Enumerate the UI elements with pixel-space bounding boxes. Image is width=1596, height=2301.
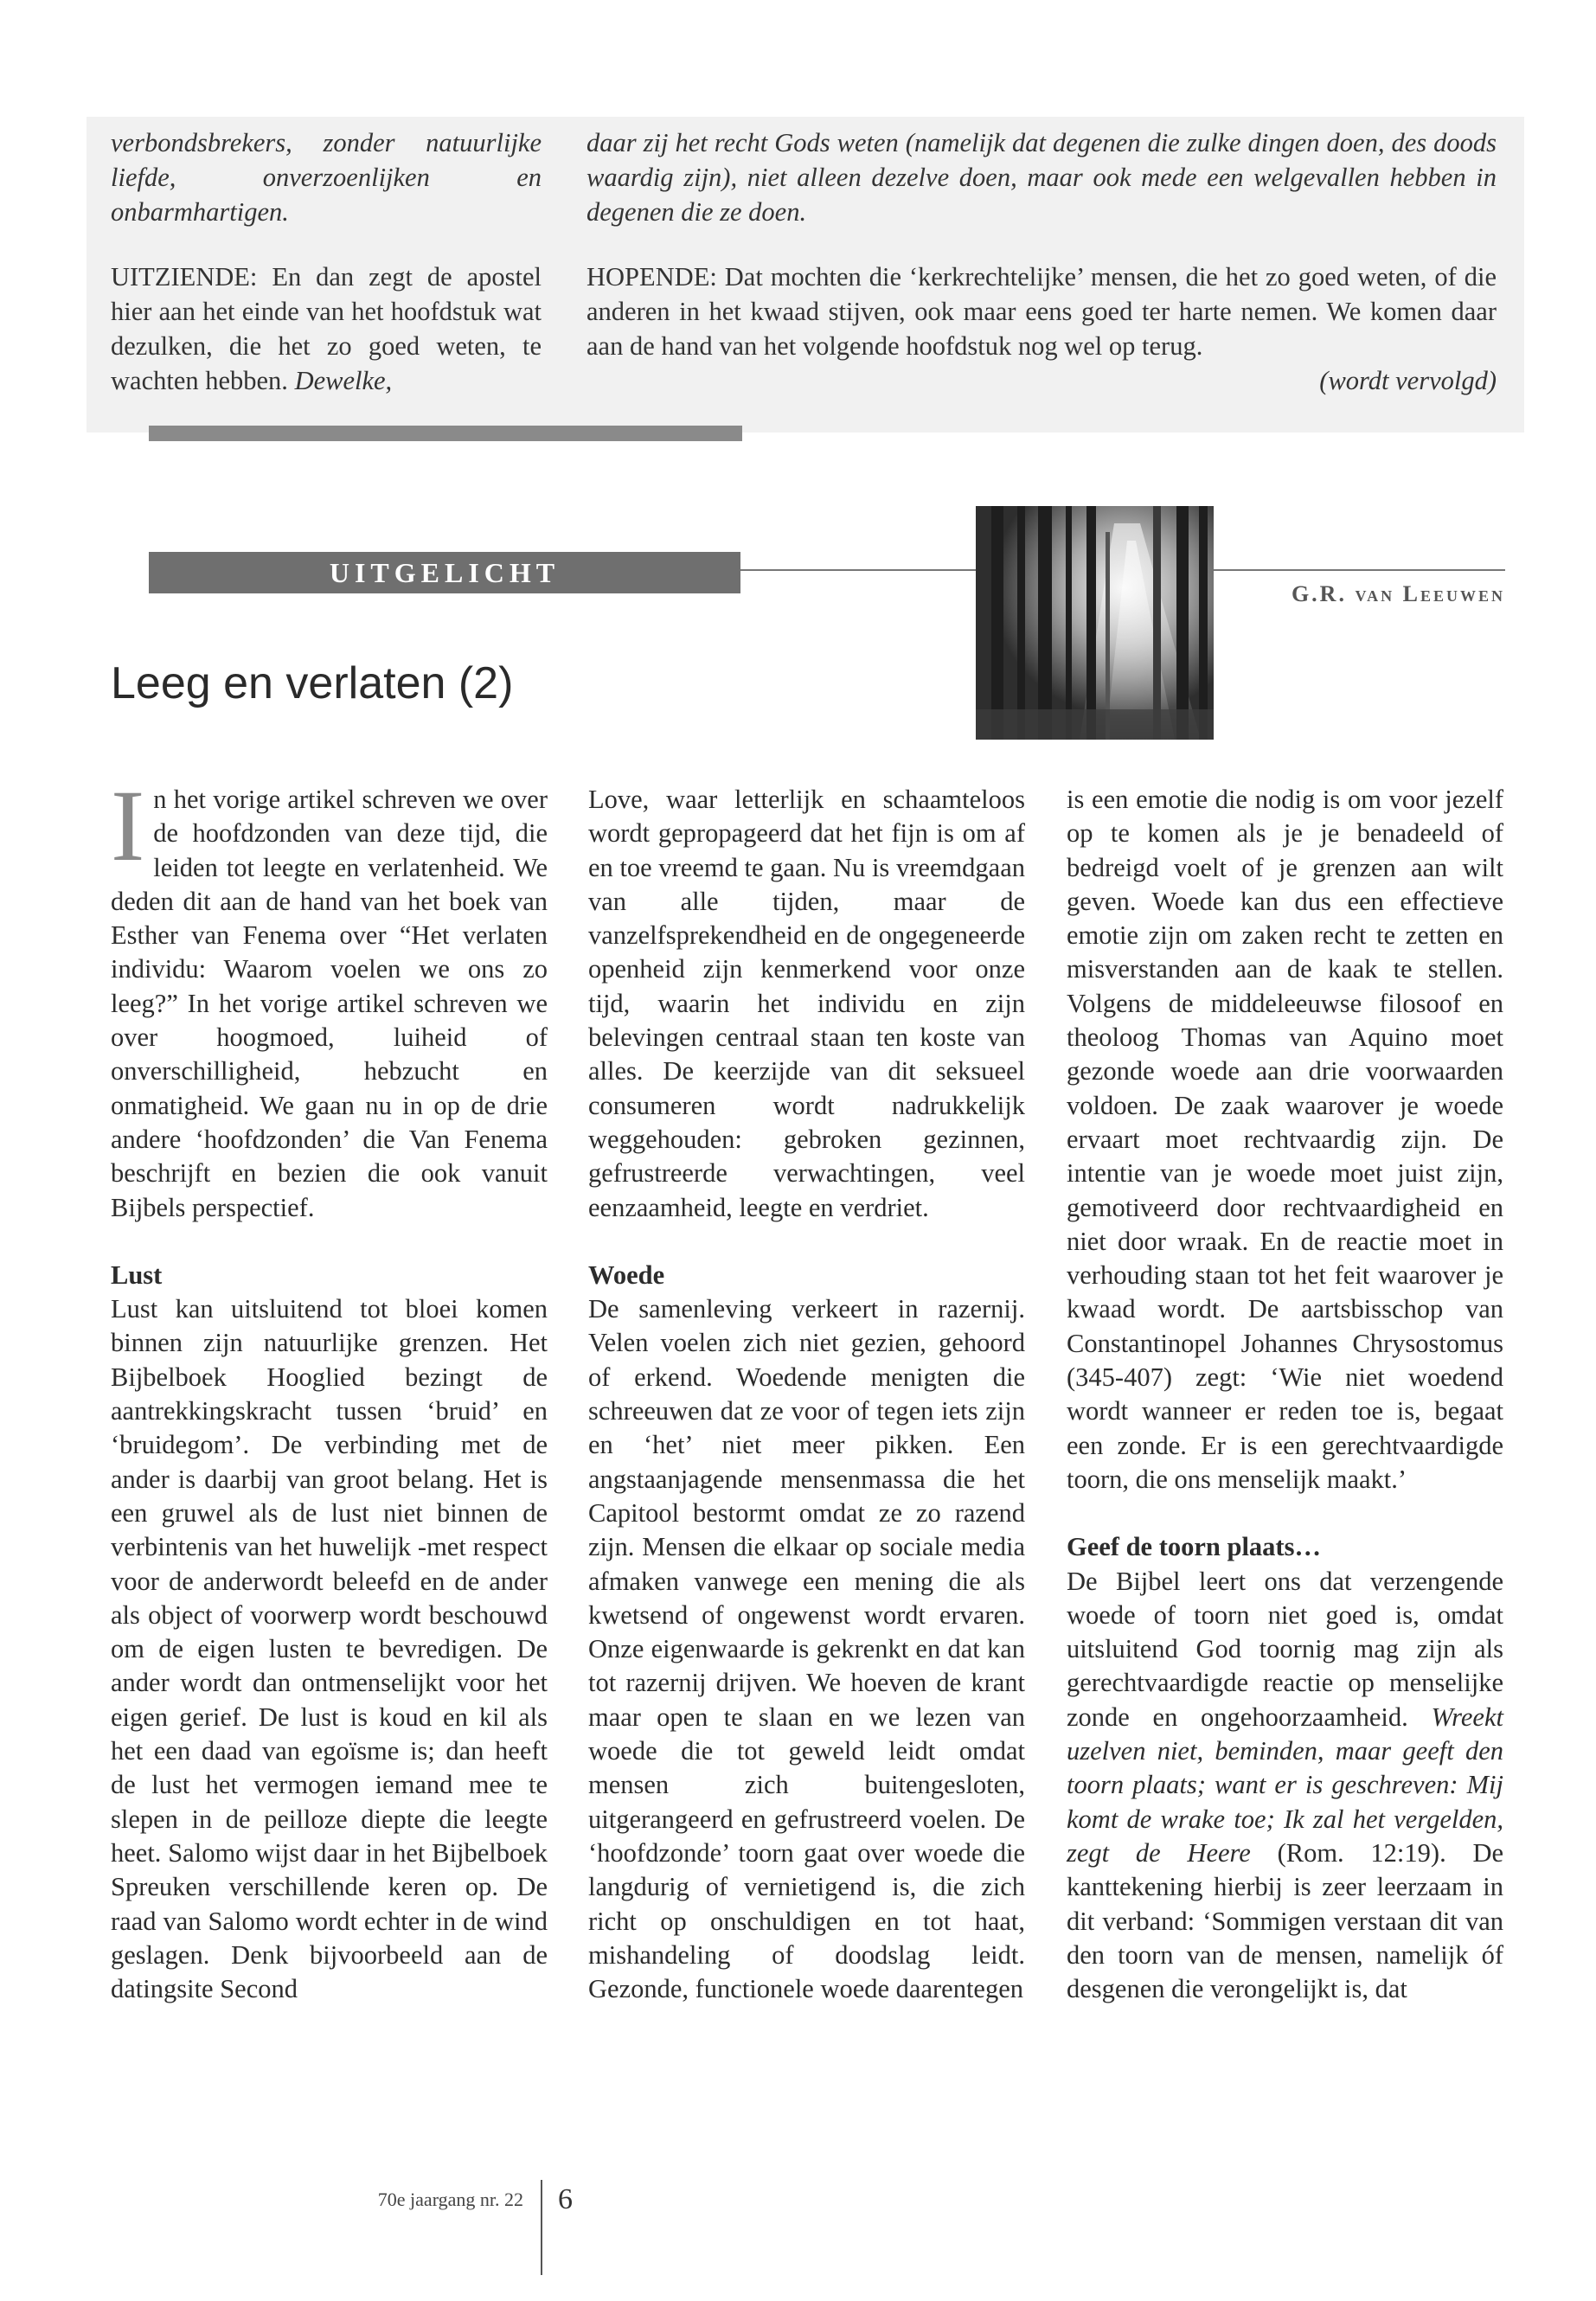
page-number: 6 [558,2183,573,2215]
decorative-bar [149,426,742,441]
issue-number: 70e jaargang nr. 22 [377,2189,523,2210]
dropcap: I [111,769,145,882]
column-2-body: De samenleving verkeert in razernij. Velen voelen zich niet gezien, gehoord of erkend. Woedende menigten die schreeuwen dat ze voor of tegen iets zijn en ‘het’ niet meer pikken. Een angstaanjagende mensenmassa die het Capitool bestormt omdat ze zo razend zijn. Mensen die elkaar op sociale media afmaken vanwege een mening die als kwetsend of ongewenst wordt ervaren. Onze eigenwaarde is gekrenkt en dat kan tot razernij drijven. We hoeven de krant maar open te slaan en we lezen van woede die tot geweld leidt omdat mensen zich buitengesloten, uitgerangeerd en gefrustreerd voelen. De ‘hoofdzonde’ toorn gaat over woede die langdurig of vernietigend is, die zich richt op onschuldigen en tot haat, mishandeling of doodslag leidt. Gezonde, functionele woede daarentegen [588,1294,1025,2004]
forest-sunbeams-photo [976,506,1214,740]
continued-note: (wordt vervolgd) [1319,366,1497,395]
subheading-geef-de-toorn-plaats: Geef de toorn plaats… [1067,1532,1321,1562]
article-title: Leeg en verlaten (2) [111,658,514,708]
column-3-body-end: (Rom. 12:19). De kanttekening hierbij is zeer leerzaam in dit verband: ‘Sommigen verstaan dit van den toorn van de mensen, namelijk óf desgenen die verongelijkt is, dat [1067,1837,1504,2004]
article-column-2 [588,783,1025,2006]
box-left-bottom-text [111,260,542,398]
article-column-1 [111,769,548,2006]
subheading-woede: Woede [588,1259,665,1290]
box-left-top-text: verbondsbrekers, zonder natuurlijke liefde, onverzoenlijken en onbarmhartigen. [111,128,542,227]
column-1-intro [111,769,548,1225]
box-left-bottom-plain: UITZIENDE: En dan zegt de apostel hier aan het einde van het hoofdstuk wat dezulken, die het zo goed weten, te wachten hebben. [111,262,542,395]
column-3-body-plain: De Bijbel leert ons dat verzengende woede of toorn niet goed is, omdat uitsluitend God toornig mag zijn als gerechtvaardigde reactie op menselijke zonde en ongehoorzaamheid. [1067,1566,1503,1732]
column-1-intro-text: n het vorige artikel schreven we over de hoofdzonden van deze tijd, die leiden tot leegte en verlatenheid. We deden dit aan de hand van het boek van Esther van Fenema over “Het verlaten individu: Waarom voelen we ons zo leeg?” In het vorige artikel schreven we over hoogmoed, luiheid of onverschilligheid, hebzucht en onmatigheid. We gaan nu in op de drie andere ‘hoofdzonden’ die Van Fenema beschrijft en bezien die ook vanuit Bijbels perspectief. [111,785,548,1222]
box-right-top-text: daar zij het recht Gods weten (namelijk dat degenen die zulke dingen doen, des doods waardig zijn), niet alleen dezelve doen, maar ook mede een welgevallen hebben in degenen die ze doen. [586,128,1497,227]
column-3-intro: is een emotie die nodig is om voor jezelf op te komen als je je benadeeld of bedreigd voelt of je grenzen aan wilt geven. Woede kan dus een effectieve emotie zijn om zaken recht te zetten en misverstanden aan de kaak te stellen. Volgens de middeleeuwse filosoof en theoloog Thomas van Aquino moet gezonde woede aan drie voorwaarden voldoen. De zaak waarover je woede ervaart moet rechtvaardig zijn. De intentie van je woede moet juist zijn, gemotiveerd door rechtvaardigheid en niet door wraak. En de reactie moet in verhouding staan tot het feit waarover je kwaad wordt. De aartsbisschop van Constantinopel Johannes Chrysostomus (345-407) zegt: ‘Wie niet woedend wordt wanneer er reden toe is, begaat een zonde. Er is een gerechtvaardigde toorn, die ons menselijk maakt.’ [1067,785,1503,1494]
author-name: G.R. van Leeuwen [1291,581,1505,606]
bible-quote: Wreekt uzelven niet, beminden, maar geeft den toorn plaats; want er is geschreven: Mij komt de wrake toe; Ik zal het vergelden, zegt de Heere [1067,1702,1503,1868]
column-2-intro: Love, waar letterlijk en schaamteloos wordt gepropageerd dat het fijn is om af en toe vreemd te gaan. Nu is vreemdgaan van alle tijden, maar de vanzelfsprekendheid en de ongegeneerde openheid zijn kenmerkend voor onze tijd, waarin het individu en zijn belevingen centraal staan ten koste van alles. De keerzijde van dit seksueel consumeren wordt nadrukkelijk weggehouden: gebroken gezinnen, gefrustreerde verwachtingen, veel eenzaamheid, leegte en verdriet. [588,785,1025,1222]
footer-divider [541,2180,542,2275]
subheading-lust: Lust [111,1259,163,1290]
article-column-3 [1067,783,1503,2006]
column-1-body: Lust kan uitsluitend tot bloei komen binnen zijn natuurlijke grenzen. Het Bijbelboek Hooglied bezingt de aantrekkingskracht tussen ‘bruid’ en ‘bruidegom’. De verbinding met de ander is daarbij van groot belang. Het is een gruwel als de lust niet binnen de verbintenis van het huwelijk -met respect voor de anderwordt beleefd en de ander als object of voorwerp wordt beschouwd om de eigen lusten te bevredigen. De ander wordt dan ontmenselijkt voor het eigen gerief. De lust is koud en kil als het een daad van egoïsme is; dan heeft de lust het vermogen iemand mee te slepen in de peilloze diepte die leegte heet. Salomo wijst daar in het Bijbelboek Spreuken verschillende keren op. De raad van Salomo wordt echter in de wind geslagen. Denk bijvoorbeeld aan de datingsite Second [111,1294,548,2004]
box-right-bottom-text: HOPENDE: Dat mochten die ‘kerkrechtelijke’ mensen, die het zo goed weten, of die anderen in het kwaad stijven, ook maar eens goed ter harte nemen. We komen daar aan de hand van het volgende hoofdstuk nog wel op terug. [586,262,1497,361]
column-3-body [1067,1565,1503,2007]
section-label: UITGELICHT [149,552,740,593]
header-rule-right [1211,569,1505,571]
box-left-bottom-italic: Dewelke, [294,366,393,395]
forest-photo-svg [976,506,1214,740]
